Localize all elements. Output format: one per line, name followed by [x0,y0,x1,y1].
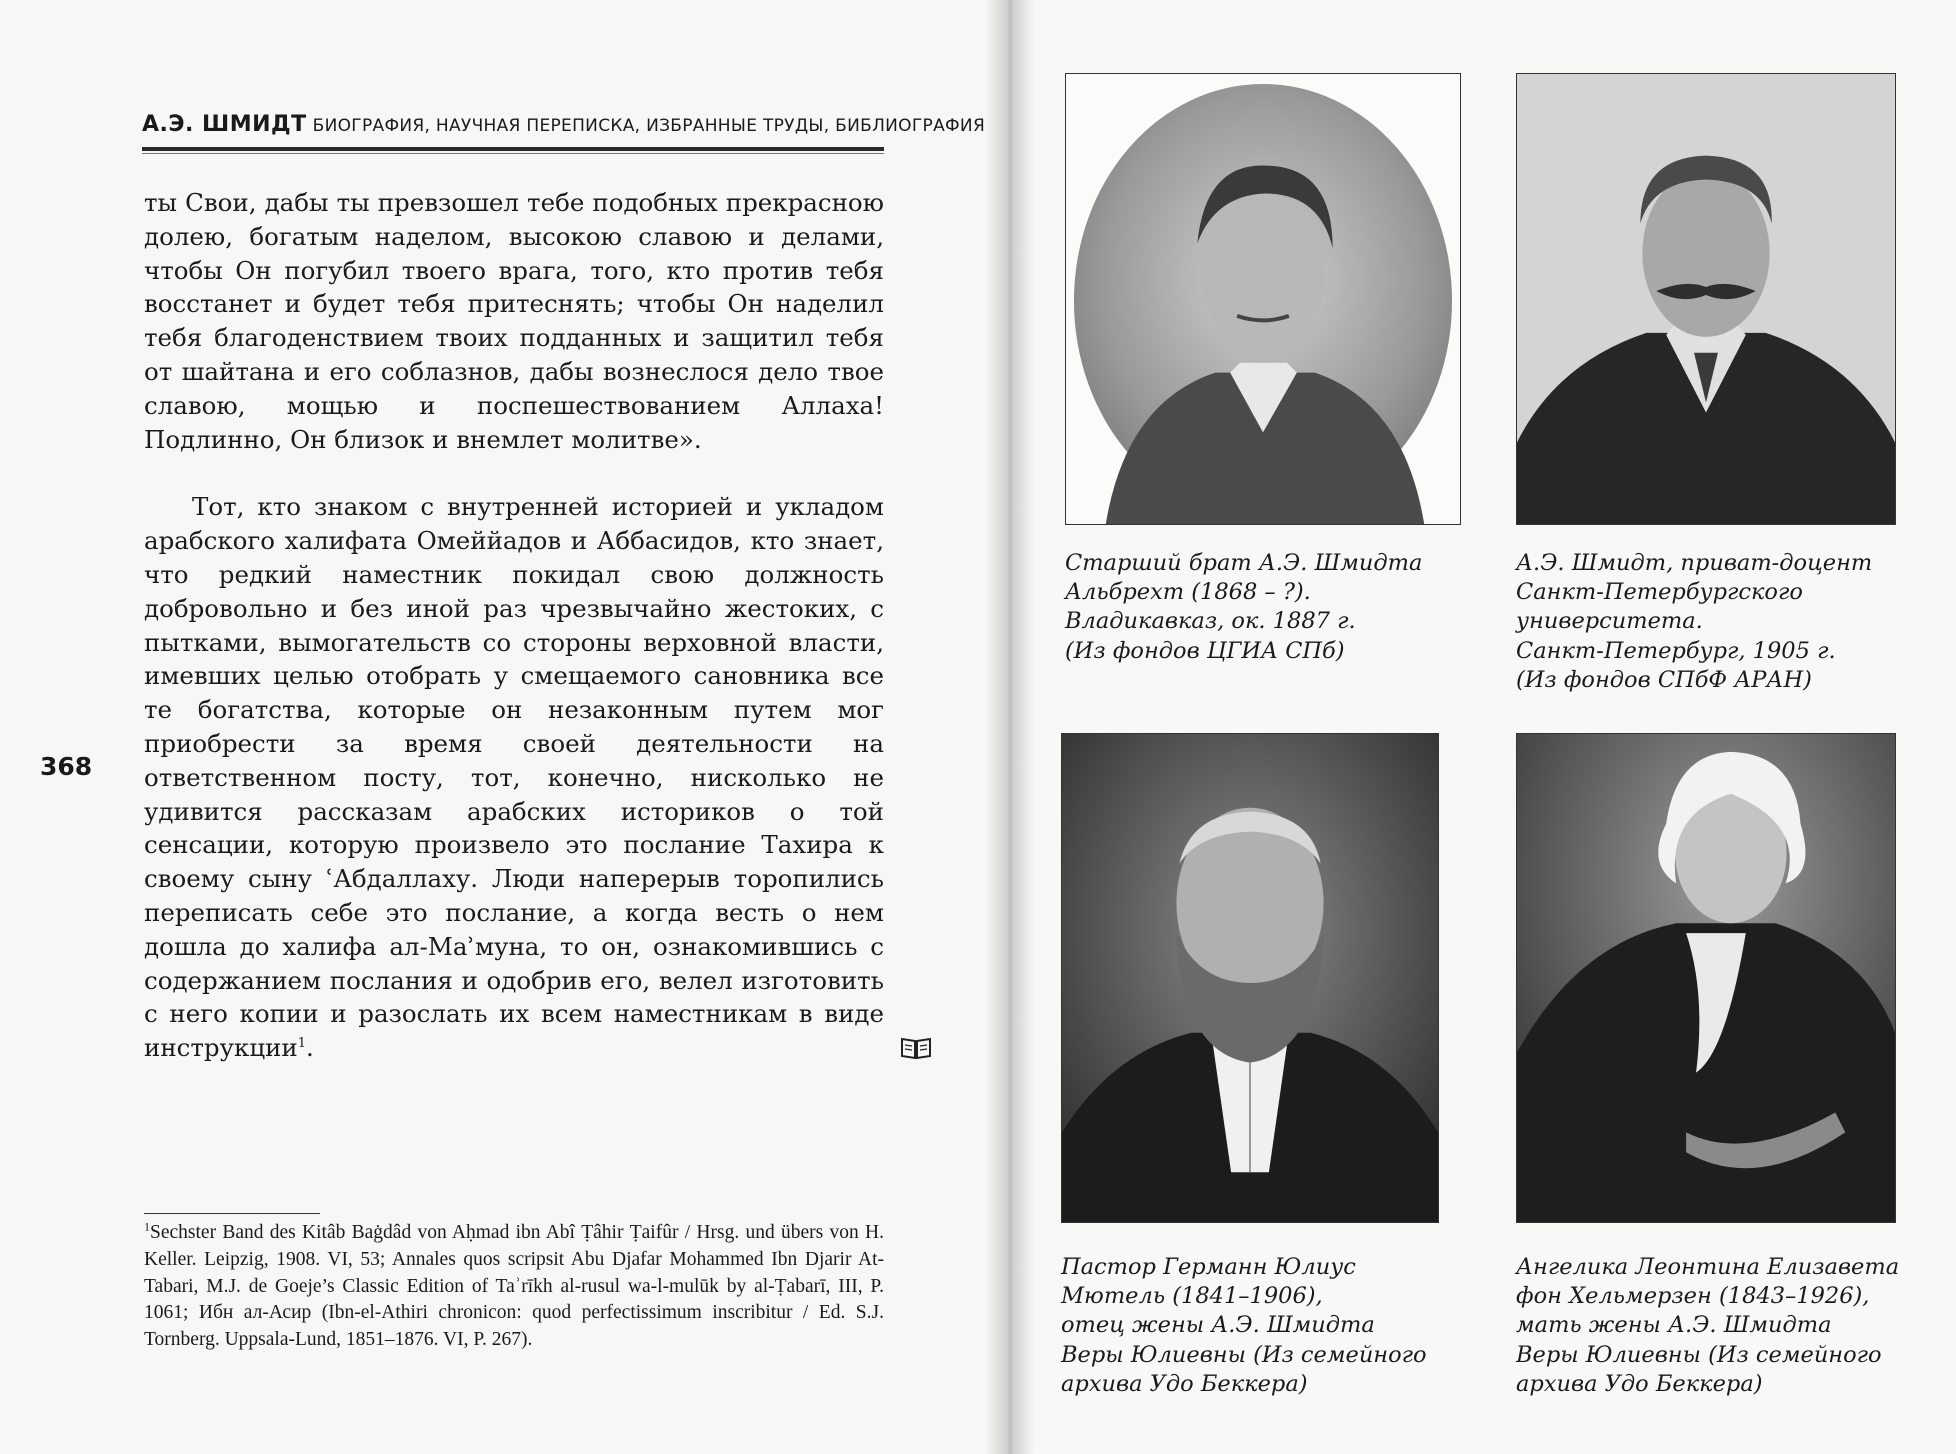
photo-schmidt-1905 [1516,73,1896,525]
caption-line: Альбрехт (1868 – ?). [1065,579,1311,606]
footnote-number: 1 [144,1219,150,1234]
caption-line: фон Хельмерзен (1843–1926), [1516,1283,1870,1310]
caption-line: Мютель (1841–1906), [1061,1283,1323,1310]
open-book-icon [852,1035,884,1059]
footnote-rule [144,1213,320,1214]
caption-schmidt-1905 [1516,549,1872,695]
header-subtitle: БИОГРАФИЯ, НАУЧНАЯ ПЕРЕПИСКА, ИЗБРАННЫЕ ТРУДЫ, БИБЛИОГРАФИЯ [312,116,986,136]
caption-line: (Из фондов ЦГИА СПб) [1065,637,1345,664]
caption-line: Санкт-Петербургского [1516,579,1803,606]
footnote-text: Sechster Band des Kitâb Baġdâd von Aḥmad ibn Abî Ṭâhir Ṭaifûr / Hrsg. und übers von H. Keller. Leipzig, 1908. VI, 53; Annales quos scripsit Abu Djafar Mohammed Ibn Djarir At-Tabari, M.J. de Goeje’s Classic Edition of Taʾrīkh al-rusul wa-l-mulūk by al-Ṭabarī, III, P. 1061; Ибн ал-Асир (Ibn-el-Athiri chronicon: quod perfectissimum inscribitur / Ed. S.J. Tornberg. Uppsala-Lund, 1851–1876. VI, P. 267). [144,1222,884,1351]
paragraph-2-end: . [306,1033,314,1063]
caption-line: Санкт-Петербург, 1905 г. [1516,637,1836,664]
footnote-reference[interactable]: 1 [297,1035,307,1051]
caption-line: отец жены А.Э. Шмидта [1061,1312,1375,1339]
photo-angelika-helmersen [1516,733,1896,1223]
caption-brother-albrecht [1065,549,1422,666]
running-header [142,112,986,137]
body-text [144,186,884,1065]
caption-line: Веры Юлиевны (Из семейного [1061,1341,1427,1368]
caption-line: (Из фондов СПбФ АРАН) [1516,666,1812,693]
caption-line: архива Удо Беккера) [1516,1370,1763,1397]
caption-line: Владикавказ, ок. 1887 г. [1065,608,1356,635]
caption-pastor-muethel [1061,1253,1427,1399]
caption-line: Старший брат А.Э. Шмидта [1065,550,1423,576]
header-author: А.Э. ШМИДТ [142,112,307,137]
caption-line: архива Удо Беккера) [1061,1370,1308,1397]
page-number: 368 [40,752,93,781]
caption-line: А.Э. Шмидт, приват-доцент [1516,550,1873,576]
footnote [144,1220,884,1354]
caption-line: Ангелика Леонтина Елизавета [1516,1254,1900,1280]
book-gutter [985,0,1035,1454]
caption-angelika-helmersen [1516,1253,1899,1399]
header-rule-thin [142,153,884,154]
photo-pastor-muethel [1061,733,1439,1223]
caption-line: Веры Юлиевны (Из семейного [1516,1341,1882,1368]
header-rule [142,147,884,151]
paragraph-2 [144,490,884,1065]
caption-line: университета. [1516,608,1703,635]
photo-brother-albrecht [1065,73,1461,525]
paragraph-1: ты Свои, дабы ты превзошел тебе подобных прекрасною долею, богатым наделом, высокою славою и делами, чтобы Он погубил твоего врага, того, кто против тебя восстанет и будет тебя притеснять; чтобы Он наделил тебя благоденствием твоих подданных и защитил тебя от шайтана и его соблазнов, дабы вознеслося дело твое славою, мощью и поспешествованием Аллаха! Подлинно, Он близок и внемлет молитве». [144,188,884,454]
caption-line: мать жены А.Э. Шмидта [1516,1312,1832,1339]
paragraph-2-text: Тот, кто знаком с внутренней историей и укладом арабского халифата Омеййадов и Аббасидов, кто знает, что редкий наместник покидал свою должность добровольно и без иной раз чрезвычайно жестоких, с пытками, вымогательств со стороны верховной власти, имевших целью отобрать у смещаемого сановника все те богатства, которые он незаконным путем мог приобрести за время своей деятельности на ответственном посту, тот, конечно, нисколько не удивится рассказам арабских историков о той сенсации, которую произвело это послание Тахира к своему сыну ʿАбдаллаху. Люди наперерыв торопились переписать себе это послание, а когда весть о нем дошла до халифа ал-Маʾмуна, то он, ознакомившись с содержанием послания и одобрив его, велел изготовить с него копии и разослать их всем наместникам в виде инструкции [144,492,884,1063]
caption-line: Пастор Германн Юлиус [1061,1254,1356,1280]
